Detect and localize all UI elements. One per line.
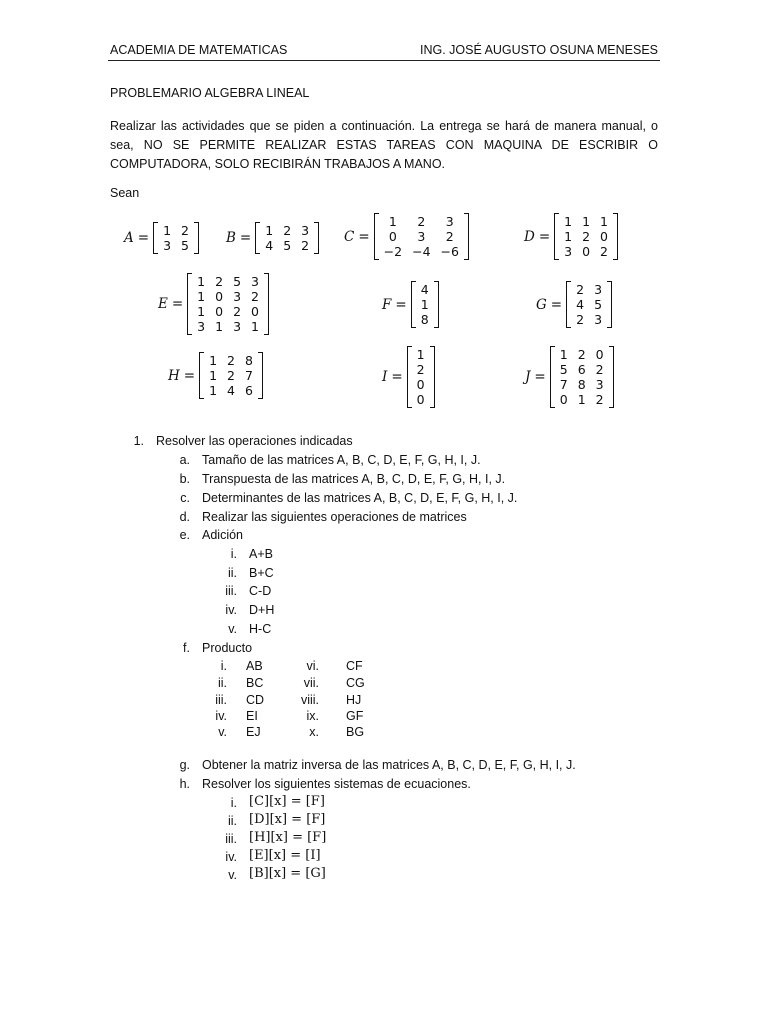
- matrix-cell: 2: [577, 347, 586, 362]
- matrix-cell: 4: [420, 282, 429, 297]
- matrix-body: [158, 223, 194, 253]
- list-item: CG: [346, 676, 365, 690]
- matrix-cell: 2: [301, 238, 310, 253]
- matrix-cell: 3: [445, 214, 454, 229]
- matrix-body: [204, 353, 258, 398]
- matrix-cell: 8: [577, 377, 586, 392]
- list-marker: iii.: [215, 693, 227, 707]
- matrix-cell: 2: [215, 274, 224, 289]
- header-left: ACADEMIA DE MATEMATICAS: [110, 43, 288, 57]
- matrix-name: I: [382, 369, 388, 385]
- matrix-cell: 1: [582, 214, 591, 229]
- list-marker: ii.: [217, 676, 227, 690]
- matrix-name: C: [344, 228, 355, 245]
- equals-sign: =: [137, 230, 150, 246]
- list-marker: ix.: [306, 709, 319, 723]
- matrix-cell: 1: [163, 223, 172, 238]
- list-item: CD: [246, 693, 265, 707]
- matrix-cell: 2: [416, 362, 425, 377]
- matrix-cell: 3: [251, 274, 259, 289]
- matrix-H: [168, 352, 263, 399]
- document-title: PROBLEMARIO ALGEBRA LINEAL: [110, 86, 310, 100]
- matrix-cell: 2: [576, 312, 585, 327]
- matrix-cell: 1: [420, 297, 429, 312]
- equals-sign: =: [183, 367, 196, 384]
- matrix-name: H: [168, 367, 180, 384]
- matrix-cell: 8: [420, 312, 429, 327]
- matrix-F: [382, 281, 439, 328]
- list-marker: viii.: [300, 693, 319, 707]
- header-rule: [108, 60, 660, 61]
- matrix-name: D: [524, 228, 535, 245]
- matrix-J: [525, 346, 614, 408]
- list-item: Determinantes de las matrices A, B, C, D, E, F, G, H, I, J.: [202, 491, 518, 505]
- list-marker: x.: [309, 725, 319, 739]
- matrix-cell: 5: [594, 297, 603, 312]
- matrix-C: [344, 213, 469, 260]
- matrix-cell: 3: [233, 289, 242, 304]
- matrix-cell: 2: [181, 223, 189, 238]
- matrix-cell: −6: [440, 244, 459, 259]
- equation-system: [E][x] = [I]: [249, 848, 321, 863]
- matrix-cell: 3: [417, 229, 426, 244]
- list-item: CF: [346, 659, 363, 673]
- matrix-cell: 2: [417, 214, 426, 229]
- matrix-G: [536, 281, 612, 328]
- list-item: EJ: [246, 725, 261, 739]
- matrix-cell: 1: [600, 214, 608, 229]
- list-item: Tamaño de las matrices A, B, C, D, E, F, G, H, I, J.: [202, 453, 481, 467]
- matrix-A: [124, 222, 199, 254]
- matrix-cell: 0: [559, 392, 568, 407]
- list-marker: c.: [180, 491, 190, 505]
- matrix-cell: 4: [265, 238, 274, 253]
- matrix-cell: 3: [595, 377, 604, 392]
- matrix-body: [379, 214, 464, 259]
- matrix-cell: 2: [595, 392, 604, 407]
- list-marker: a.: [179, 453, 190, 467]
- matrix-name: A: [124, 230, 134, 246]
- matrix-cell: 0: [582, 244, 591, 259]
- matrix-cell: 1: [265, 223, 274, 238]
- matrix-cell: 2: [283, 223, 292, 238]
- problem-number: 1.: [133, 434, 144, 448]
- equals-sign: =: [358, 228, 370, 245]
- matrix-cell: 6: [577, 362, 586, 377]
- matrix-cell: 2: [576, 282, 585, 297]
- problem-text: Resolver las operaciones indicadas: [156, 434, 353, 448]
- list-marker: iv.: [225, 603, 237, 617]
- matrix-cell: 7: [559, 377, 568, 392]
- equation-system: [D][x] = [F]: [249, 812, 326, 827]
- matrix-cell: 7: [245, 368, 253, 383]
- matrix-cell: 0: [388, 229, 397, 244]
- matrix-cell: 3: [594, 282, 603, 297]
- matrix-cell: 1: [416, 347, 425, 362]
- matrix-cell: 2: [233, 304, 242, 319]
- matrix-cell: 1: [251, 319, 259, 334]
- matrix-cell: 1: [209, 353, 218, 368]
- matrix-name: F: [382, 296, 392, 313]
- matrix-body: [260, 223, 314, 253]
- matrix-cell: 3: [233, 319, 242, 334]
- list-marker: e.: [179, 528, 190, 542]
- matrix-cell: 2: [600, 244, 608, 259]
- matrix-cell: 0: [251, 304, 259, 319]
- equals-sign: =: [534, 369, 546, 385]
- equals-sign: =: [391, 369, 403, 385]
- matrix-cell: 0: [215, 289, 224, 304]
- matrix-B: [226, 222, 319, 254]
- matrix-cell: 4: [576, 297, 585, 312]
- matrix-cell: 1: [577, 392, 586, 407]
- matrix-body: [571, 282, 607, 327]
- matrix-name: G: [536, 296, 547, 313]
- list-marker: f.: [183, 641, 190, 655]
- matrix-body: [412, 347, 430, 407]
- matrix-cell: 1: [388, 214, 397, 229]
- list-marker: v.: [228, 622, 237, 636]
- list-marker: i.: [220, 659, 227, 673]
- list-item: Adición: [202, 528, 243, 542]
- matrix-cell: 5: [283, 238, 292, 253]
- header-right: ING. JOSÉ AUGUSTO OSUNA MENESES: [419, 43, 658, 57]
- list-marker: h.: [179, 777, 190, 791]
- matrix-cell: 6: [245, 383, 253, 398]
- sean-label: Sean: [110, 186, 140, 200]
- equation-system: [B][x] = [G]: [249, 866, 326, 881]
- matrix-cell: 5: [181, 238, 189, 253]
- equals-sign: =: [538, 228, 551, 245]
- matrix-cell: 1: [559, 347, 568, 362]
- matrix-cell: 1: [197, 304, 206, 319]
- matrix-cell: 2: [582, 229, 591, 244]
- matrix-body: [416, 282, 434, 327]
- matrix-cell: −2: [383, 244, 403, 259]
- matrix-cell: 3: [564, 244, 573, 259]
- list-item: C-D: [249, 584, 272, 598]
- matrix-cell: 2: [445, 229, 454, 244]
- matrix-cell: 5: [233, 274, 242, 289]
- list-item: Resolver los siguientes sistemas de ecuaciones.: [202, 777, 471, 791]
- matrix-cell: 3: [594, 312, 603, 327]
- matrix-cell: 3: [301, 223, 310, 238]
- list-item: Producto: [202, 641, 253, 655]
- matrix-cell: 4: [227, 383, 235, 398]
- matrix-cell: 1: [209, 368, 218, 383]
- list-marker: d.: [179, 510, 190, 524]
- equals-sign: =: [395, 296, 407, 313]
- matrix-name: E: [158, 296, 168, 312]
- matrix-E: [158, 273, 269, 335]
- list-item: Transpuesta de las matrices A, B, C, D, E, F, G, H, I, J.: [202, 472, 506, 486]
- matrix-cell: 3: [197, 319, 206, 334]
- list-item: AB: [246, 659, 263, 673]
- equals-sign: =: [171, 296, 184, 312]
- equation-system: [C][x] = [F]: [249, 794, 325, 809]
- list-marker: b.: [179, 472, 190, 486]
- matrix-cell: 1: [197, 289, 206, 304]
- matrix-cell: 1: [197, 274, 206, 289]
- matrix-D: [524, 213, 618, 260]
- matrix-cell: 1: [215, 319, 224, 334]
- list-item: D+H: [249, 603, 275, 617]
- list-marker: g.: [179, 758, 190, 772]
- instructions-paragraph: Realizar las actividades que se piden a continuación. La entrega se hará de manera manual, o sea, NO SE PERMITE REALIZAR ESTAS TAREAS CON MAQUINA DE ESCRIBIR O COMPUTADORA, SOLO RECIBIRÁN TRABAJOS A MANO.: [110, 119, 658, 171]
- matrix-cell: −4: [412, 244, 431, 259]
- matrix-cell: 8: [245, 353, 253, 368]
- equals-sign: =: [550, 296, 563, 313]
- matrix-cell: 2: [251, 289, 259, 304]
- matrix-name: B: [226, 230, 236, 246]
- matrix-cell: 1: [564, 229, 573, 244]
- list-marker: v.: [228, 868, 237, 882]
- matrix-body: [559, 214, 613, 259]
- matrix-name: J: [525, 369, 531, 385]
- list-item: GF: [346, 709, 364, 723]
- list-marker: vi.: [306, 659, 319, 673]
- list-marker: vii.: [303, 676, 319, 690]
- list-item: A+B: [249, 547, 273, 561]
- matrix-cell: 3: [163, 238, 172, 253]
- list-item: B+C: [249, 566, 274, 580]
- list-marker: iv.: [215, 709, 227, 723]
- matrix-cell: 0: [215, 304, 224, 319]
- matrix-cell: 0: [416, 377, 425, 392]
- list-marker: v.: [218, 725, 227, 739]
- matrix-cell: 1: [564, 214, 573, 229]
- matrix-cell: 5: [559, 362, 568, 377]
- matrix-cell: 0: [600, 229, 608, 244]
- matrix-body: [555, 347, 609, 407]
- matrix-cell: 2: [595, 362, 604, 377]
- list-item: Realizar las siguientes operaciones de matrices: [202, 510, 467, 524]
- matrix-cell: 0: [595, 347, 604, 362]
- list-item: BC: [246, 676, 264, 690]
- list-marker: iii.: [225, 832, 237, 846]
- list-item: Obtener la matriz inversa de las matrices A, B, C, D, E, F, G, H, I, J.: [202, 758, 576, 772]
- list-marker: iv.: [225, 850, 237, 864]
- list-item: H-C: [249, 622, 272, 636]
- matrix-cell: 1: [209, 383, 218, 398]
- matrix-cell: 2: [227, 368, 235, 383]
- equals-sign: =: [239, 230, 252, 246]
- list-item: EI: [246, 709, 258, 723]
- list-marker: i.: [230, 547, 237, 561]
- list-marker: ii.: [227, 566, 237, 580]
- list-marker: ii.: [227, 814, 237, 828]
- matrix-cell: 0: [416, 392, 425, 407]
- list-marker: i.: [230, 796, 237, 810]
- list-item: HJ: [346, 693, 362, 707]
- matrix-I: [382, 346, 435, 408]
- matrix-cell: 2: [227, 353, 235, 368]
- list-item: BG: [346, 725, 365, 739]
- list-marker: iii.: [225, 584, 237, 598]
- equation-system: [H][x] = [F]: [249, 830, 327, 845]
- matrix-body: [192, 274, 264, 334]
